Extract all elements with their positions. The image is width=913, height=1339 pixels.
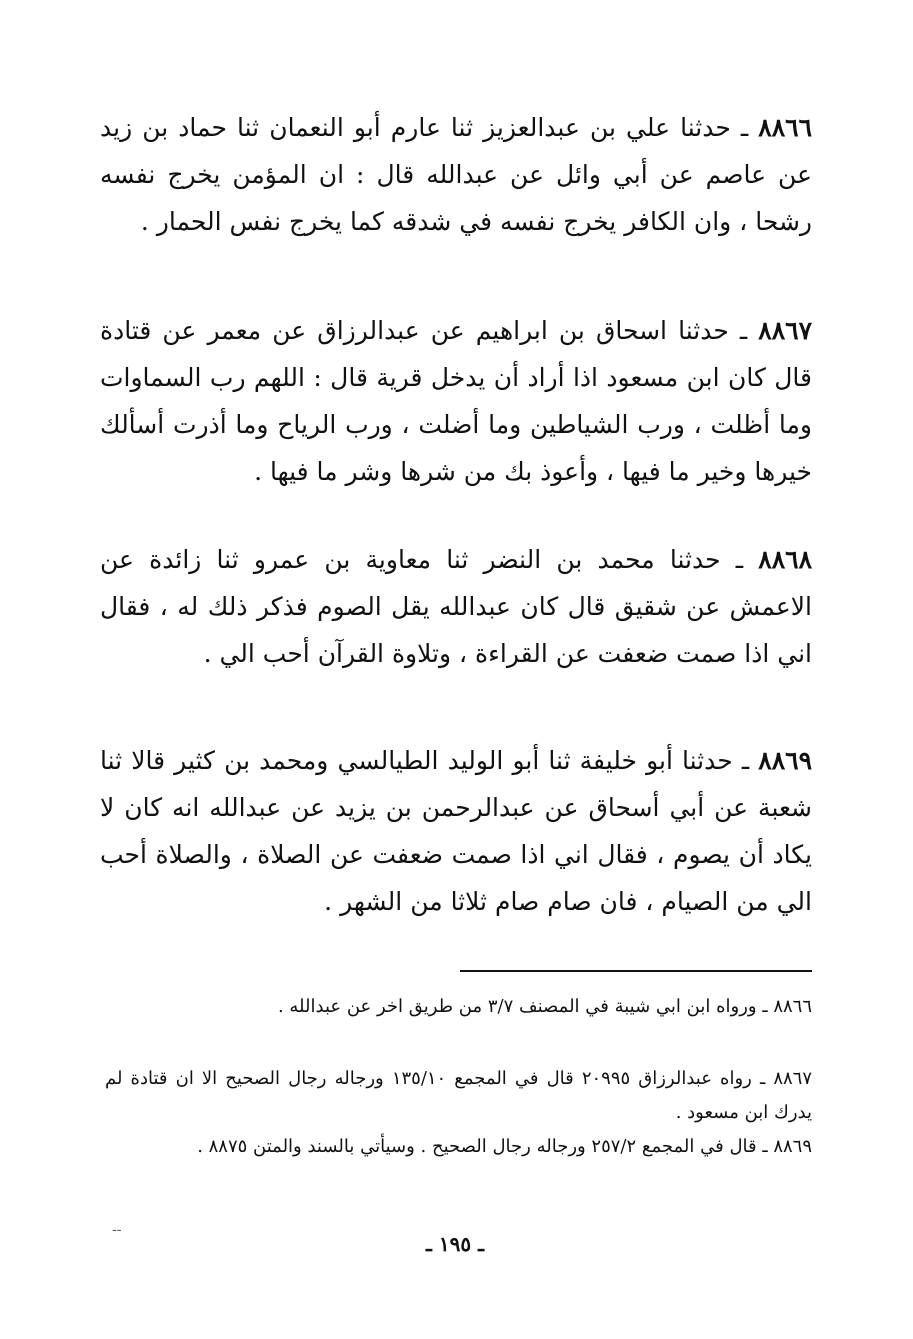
hadith-8867 [100, 307, 812, 495]
hadith-text: ـ حدثنا أبو خليفة ثنا أبو الوليد الطيالسي ومحمد بن كثير قالا ثنا شعبة عن أبي أسحاق عن عبدالرحمن بن يزيد عن عبدالله انه كان لا يكاد أن يصوم ، فقال اني اذا صمت ضعفت عن الصلاة ، والصلاة أحب الي من الصيام ، فان صام صام ثلاثا من الشهر . [100, 746, 812, 916]
hadith-8869 [100, 737, 812, 925]
corner-mark: -- [112, 1222, 122, 1238]
hadith-text: ـ حدثنا اسحاق بن ابراهيم عن عبدالرزاق عن معمر عن قتادة قال كان ابن مسعود اذا أراد أن يدخل قرية قال : اللهم رب السماوات وما أظلت ، ورب الشياطين وما أضلت ، ورب الرياح وما أذرت أسألك خيرها وخير ما فيها ، وأعوذ بك من شرها وشر ما فيها . [100, 316, 812, 486]
hadith-number: ٨٨٦٨ [758, 545, 812, 574]
hadith-8866 [100, 104, 812, 245]
footnote-separator [460, 970, 812, 972]
hadith-text: ـ حدثنا محمد بن النضر ثنا معاوية بن عمرو ثنا زائدة عن الاعمش عن شقيق قال كان عبدالله يقل الصوم فذكر ذلك له ، فقال اني اذا صمت ضعفت عن القراءة ، وتلاوة القرآن أحب الي . [100, 545, 812, 668]
hadith-text: ـ حدثنا علي بن عبدالعزيز ثنا عارم أبو النعمان ثنا حماد بن زيد عن عاصم عن أبي وائل عن عبدالله قال : ان المؤمن يخرج نفسه رشحا ، وان الكافر يخرج نفسه في شدقه كما يخرج نفس الحمار . [100, 113, 812, 236]
footnote-8866: ٨٨٦٦ ـ ورواه ابن ابي شيبة في المصنف ٣/٧ من طريق اخر عن عبدالله . [277, 996, 812, 1017]
hadith-number: ٨٨٦٧ [758, 316, 812, 345]
hadith-number: ٨٨٦٩ [758, 746, 812, 775]
footnote-8869: ٨٨٦٩ ـ قال في المجمع ٢٥٧/٢ ورجاله رجال الصحيح . وسيأتي بالسند والمتن ٨٨٧٥ . [197, 1136, 812, 1157]
page-number: ـ ١٩٥ ـ [426, 1232, 484, 1256]
hadith-number: ٨٨٦٦ [758, 113, 812, 142]
footnote-8867: ٨٨٦٧ ـ رواه عبدالرزاق ٢٠٩٩٥ قال في المجمع ١٣٥/١٠ ورجاله رجال الصحيح الا ان قتادة لم يدرك ابن مسعود . [105, 1068, 812, 1123]
hadith-8868 [100, 536, 812, 677]
